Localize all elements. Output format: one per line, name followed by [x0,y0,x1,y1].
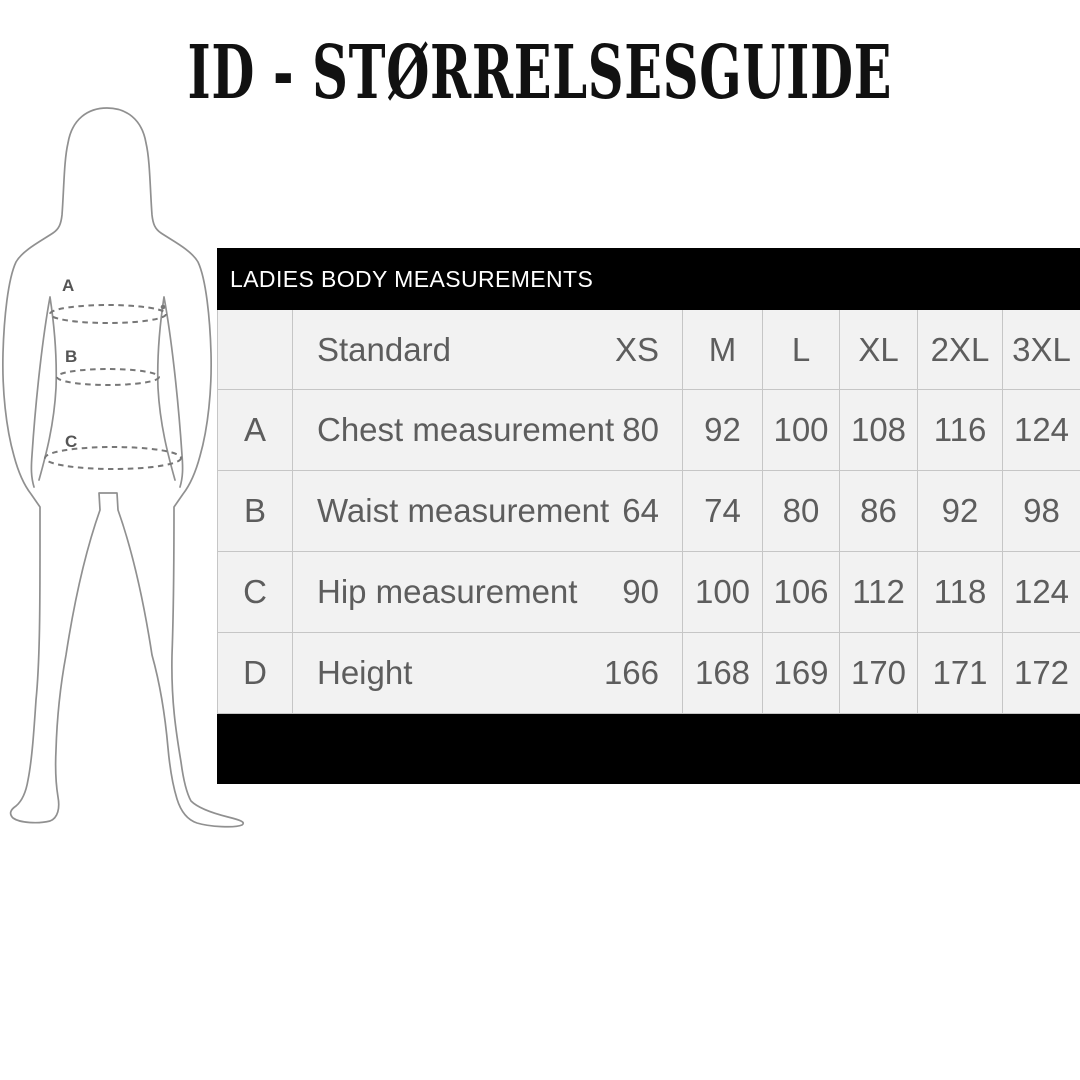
chest-measure-line [50,305,166,323]
figure-outline [3,108,243,827]
value-l: 100 [763,390,840,471]
header-2xl-label: 2XL [918,310,1003,390]
figure-right-arm-line [158,297,183,487]
row-label: Waist measurement [317,492,610,529]
value-xl: 112 [840,552,918,633]
row-letter: C [218,552,293,633]
value-3xl: 98 [1003,471,1080,552]
waist-measure-line [57,369,159,385]
value-xl: 108 [840,390,918,471]
table-title: LADIES BODY MEASUREMENTS [230,265,594,292]
value-m: 74 [683,471,763,552]
header-standard-label: Standard [317,330,451,368]
value-l: 106 [763,552,840,633]
value-m: 92 [683,390,763,471]
value-m: 168 [683,633,763,714]
header-xs-label: XS [614,330,659,368]
size-grid [217,310,1080,714]
chest-line-end-dot [161,305,166,310]
value-xs: 90 [622,573,659,610]
value-2xl: 118 [918,552,1003,633]
value-3xl: 172 [1003,633,1080,714]
value-xs: 80 [622,411,659,448]
value-2xl: 92 [918,471,1003,552]
value-2xl: 171 [918,633,1003,714]
value-xl: 86 [840,471,918,552]
header-3xl-label: 3XL [1003,310,1080,390]
value-m: 100 [683,552,763,633]
value-l: 80 [763,471,840,552]
row-label: Hip measurement [317,573,578,610]
header-l-label: L [763,310,840,390]
row-label: Height [317,654,413,691]
row-label-cell [293,390,683,471]
size-table [217,248,1080,784]
value-xl: 170 [840,633,918,714]
value-xs: 166 [603,654,659,691]
row-label-cell [293,471,683,552]
header-xl-label: XL [840,310,918,390]
row-letter: B [218,471,293,552]
figure-left-arm-line [31,297,56,487]
row-letter: D [218,633,293,714]
header-standard-cell [293,310,683,390]
value-2xl: 116 [918,390,1003,471]
value-l: 169 [763,633,840,714]
row-label: Chest measurement [317,411,615,448]
page-title-text: ID - STØRRELSESGUIDE [187,30,893,116]
row-letter: A [218,390,293,471]
figure-label-hip: C [65,432,78,451]
value-3xl: 124 [1003,390,1080,471]
figure-label-waist: B [65,347,78,366]
header-m-label: M [683,310,763,390]
row-label-cell [293,552,683,633]
row-label-cell [293,633,683,714]
value-xs: 64 [622,492,659,529]
table-footer-bar [217,714,1080,784]
figure-label-chest: A [62,276,75,295]
value-3xl: 124 [1003,552,1080,633]
header-empty-cell [218,310,293,390]
table-title-bar [217,248,1080,310]
